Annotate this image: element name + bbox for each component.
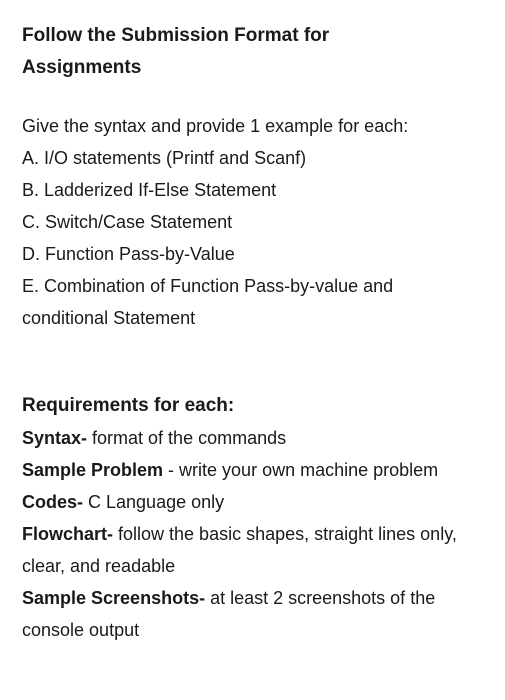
requirement-codes	[22, 486, 477, 518]
requirement-term: Sample Problem	[22, 460, 164, 480]
intro-text: Give the syntax and provide 1 example for each:	[22, 116, 409, 136]
requirements-heading: Requirements for each:	[22, 395, 235, 416]
requirement-desc: - write your own machine problem	[163, 460, 439, 480]
requirement-sample-problem	[22, 454, 477, 486]
topic-item-c: C. Switch/Case Statement	[22, 212, 233, 232]
requirement-term: Sample Screenshots-	[22, 588, 206, 608]
requirement-flowchart	[22, 518, 477, 582]
topic-list	[22, 142, 483, 334]
requirement-syntax	[22, 422, 477, 454]
requirement-term: Codes-	[22, 492, 84, 512]
requirement-desc: C Language only	[83, 492, 225, 512]
requirement-desc: at least 2 screenshots of the console output	[22, 588, 436, 640]
requirement-desc: follow the basic shapes, straight lines only, clear, and readable	[22, 524, 457, 576]
topic-item-a: A. I/O statements (Printf and Scanf)	[22, 148, 307, 168]
requirements-list	[22, 422, 483, 646]
requirement-term: Syntax-	[22, 428, 88, 448]
requirement-desc: format of the commands	[87, 428, 287, 448]
topic-item-d: D. Function Pass-by-Value	[22, 244, 235, 264]
requirement-term: Flowchart-	[22, 524, 114, 544]
topic-item-e: E. Combination of Function Pass-by-value and conditional Statement	[22, 276, 394, 328]
topic-item-b: B. Ladderized If-Else Statement	[22, 180, 277, 200]
document-title: Follow the Submission Format for Assignments	[22, 25, 330, 78]
requirement-sample-screenshots	[22, 582, 477, 646]
